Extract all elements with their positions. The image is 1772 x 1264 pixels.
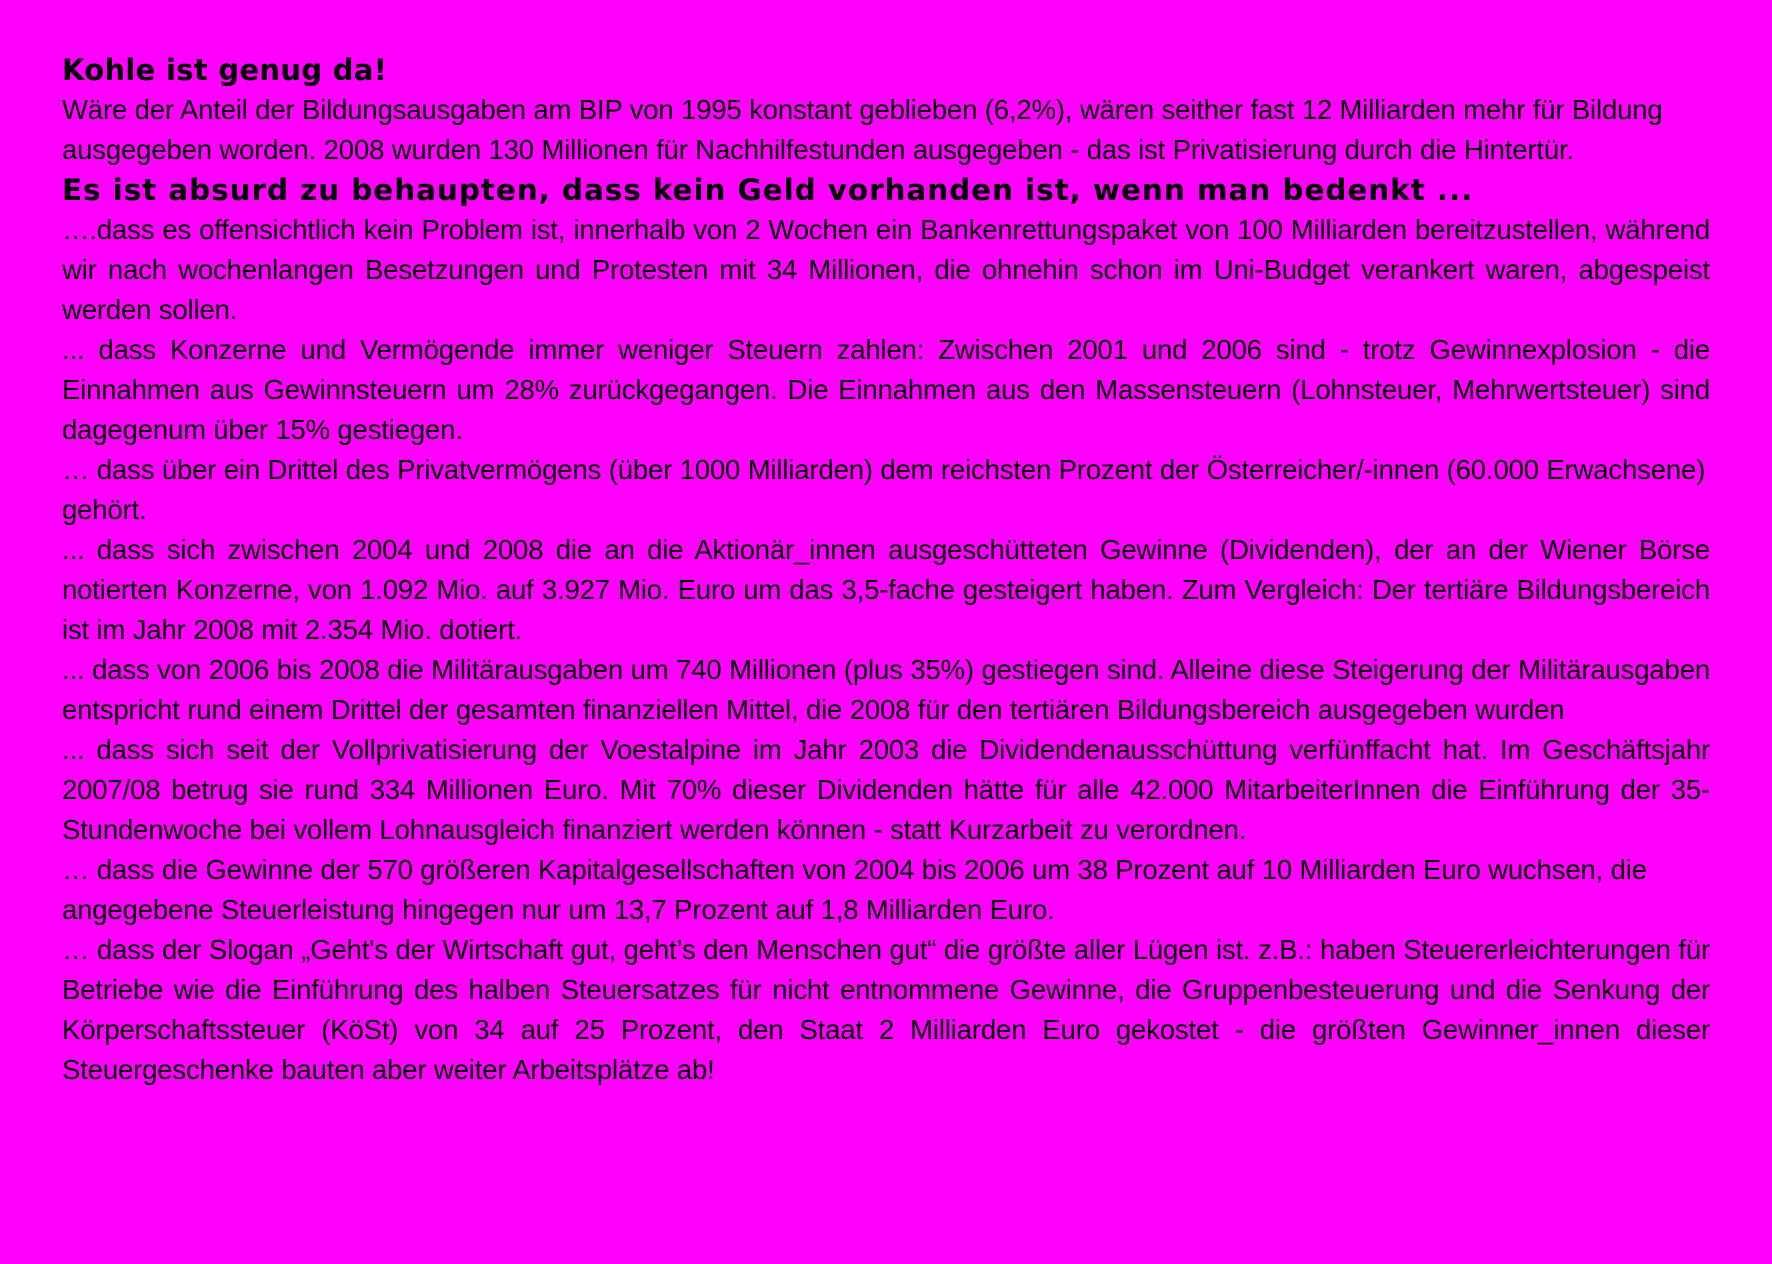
point-military-spending: ... dass von 2006 bis 2008 die Militärausgaben um 740 Millionen (plus 35%) gestiegen sind. Alleine diese Steigerung der Militärausgaben entspricht rund einem Drittel der gesamten finanziellen Mittel, die 2008 für den tertiären Bildungsbereich ausgegeben wurden [62, 654, 1710, 725]
heading: Kohle ist genug da! [62, 53, 388, 87]
point-tax-breaks: … dass der Slogan „Geht's der Wirtschaft gut, geht’s den Menschen gut“ die größte aller Lügen ist. z.B.: haben Steuererleichterungen für Betriebe wie die Einführung des halben Steuersatzes für nicht entnommene Gewinne, die Gruppenbesteuerung und die Senkung der Körperschaftssteuer (KöSt) von 34 auf 25 Prozent, den Staat 2 Milliarden Euro gekostet - die größten Gewinner_innen dieser Steuergeschenke bauten aber weiter Arbeitsplätze ab! [62, 934, 1710, 1085]
point-private-wealth: … dass über ein Drittel des Privatvermögens (über 1000 Milliarden) dem reichsten Prozent der Österreicher/-innen (60.000 Erwachsene) gehört. [62, 454, 1706, 525]
point-dividends: ... dass sich zwischen 2004 und 2008 die an die Aktionär_innen ausgeschütteten Gewinne (Dividenden), der an der Wiener Börse notierten Konzerne, von 1.092 Mio. auf 3.927 Mio. Euro um das 3,5-fache gesteigert haben. Zum Vergleich: Der tertiäre Bildungsbereich ist im Jahr 2008 mit 2.354 Mio. dotiert. [62, 534, 1710, 645]
subheading: Es ist absurd zu behaupten, dass kein Geld vorhanden ist, wenn man bedenkt ... [62, 173, 1474, 207]
flyer-text-block [62, 50, 1710, 1090]
intro-paragraph: Wäre der Anteil der Bildungsausgaben am BIP von 1995 konstant geblieben (6,2%), wären seither fast 12 Milliarden mehr für Bildung ausgegeben worden. 2008 wurden 130 Millionen für Nachhilfestunden ausgegeben - das ist Privatisierung durch die Hintertür. [62, 94, 1663, 165]
point-voestalpine: ... dass sich seit der Vollprivatisierung der Voestalpine im Jahr 2003 die Dividendenausschüttung verfünffacht hat. Im Geschäftsjahr 2007/08 betrug sie rund 334 Millionen Euro. Mit 70% dieser Dividenden hätte für alle 42.000 MitarbeiterInnen die Einführung der 35-Stundenwoche bei vollem Lohnausgleich finanziert werden können - statt Kurzarbeit zu verordnen. [62, 734, 1710, 845]
point-tax-revenue: ... dass Konzerne und Vermögende immer weniger Steuern zahlen: Zwischen 2001 und 2006 sind - trotz Gewinnexplosion - die Einnahmen aus Gewinnsteuern um 28% zurückgegangen. Die Einnahmen aus den Massensteuern (Lohnsteuer, Mehrwertsteuer) sind dagegenum über 15% gestiegen. [62, 334, 1710, 445]
point-corporate-profits: … dass die Gewinne der 570 größeren Kapitalgesellschaften von 2004 bis 2006 um 38 Prozent auf 10 Milliarden Euro wuchsen, die angegebene Steuerleistung hingegen nur um 13,7 Prozent auf 1,8 Milliarden Euro. [62, 854, 1647, 925]
point-bank-rescue: ….dass es offensichtlich kein Problem ist, innerhalb von 2 Wochen ein Bankenrettungspaket von 100 Milliarden bereitzustellen, während wir nach wochenlangen Besetzungen und Protesten mit 34 Millionen, die ohnehin schon im Uni-Budget verankert waren, abgespeist werden sollen. [62, 214, 1710, 325]
